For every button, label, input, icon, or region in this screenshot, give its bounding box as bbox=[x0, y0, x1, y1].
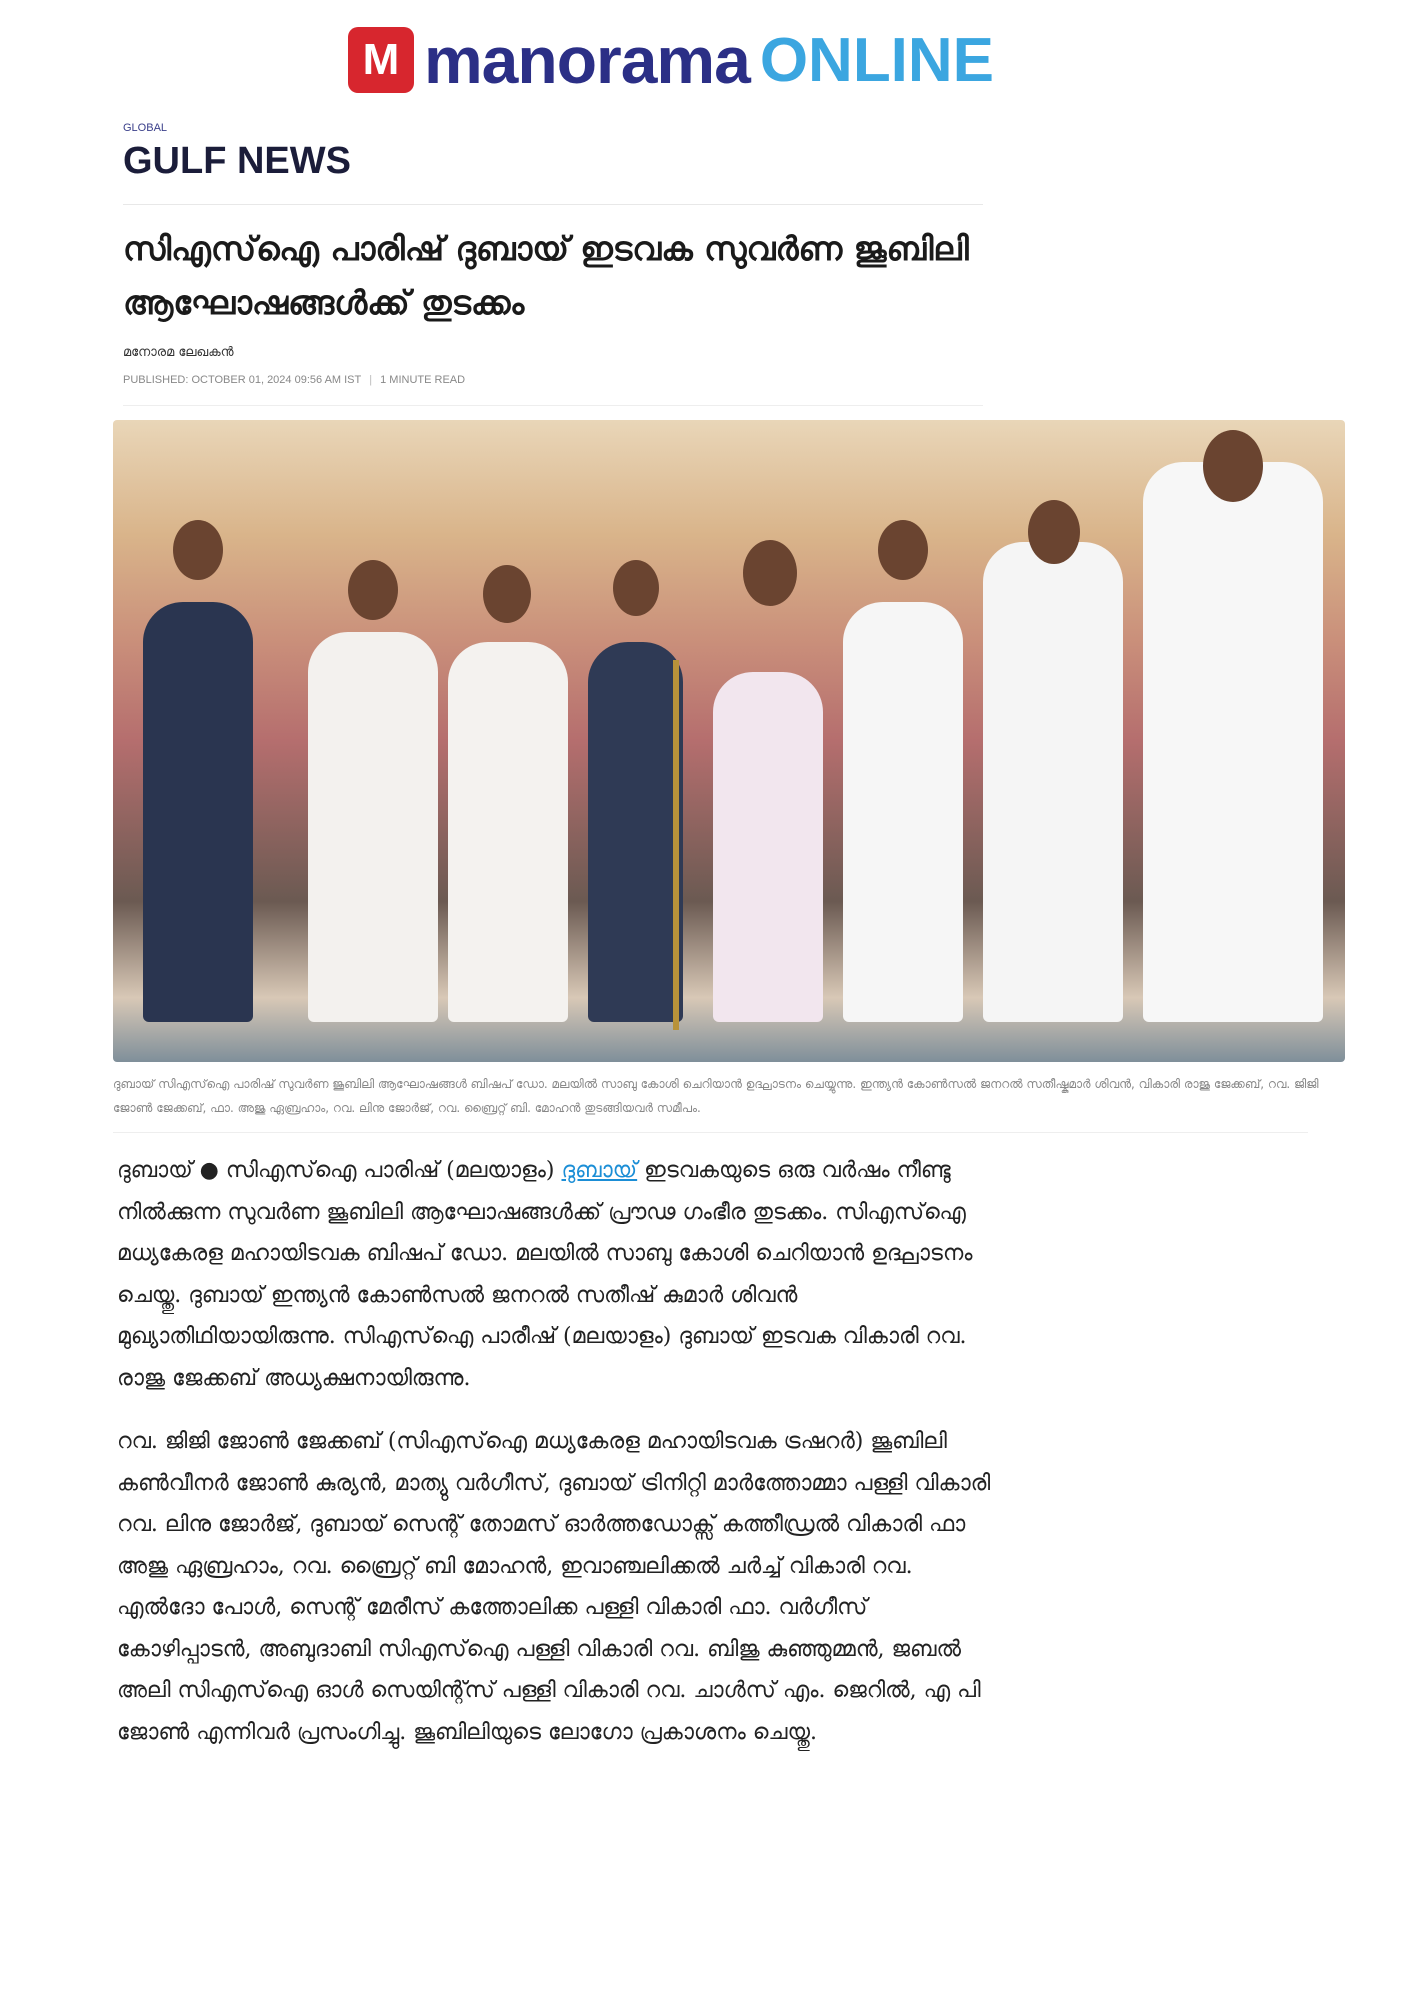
figure bbox=[1143, 462, 1323, 1022]
figure bbox=[713, 672, 823, 1022]
divider bbox=[123, 405, 983, 406]
divider bbox=[123, 204, 983, 205]
figure bbox=[348, 560, 398, 620]
byline: മനോരമ ലേഖകൻ bbox=[123, 345, 234, 360]
figure bbox=[483, 565, 531, 623]
figure bbox=[1028, 500, 1080, 564]
article-headline: സിഎസ്ഐ പാരിഷ് ദുബായ് ഇടവക സുവർണ ജൂബിലി ആഘോഷങ്ങൾക്ക് തുടക്കം bbox=[123, 229, 969, 322]
article-photo[interactable] bbox=[113, 420, 1345, 1062]
divider bbox=[113, 1132, 1308, 1133]
figure bbox=[173, 520, 223, 580]
logo-text: manorama bbox=[424, 23, 750, 97]
paragraph: റവ. ജിജി ജോൺ ജേക്കബ് (സിഎസ്ഐ മധ്യകേരള മഹായിടവക ട്രഷറർ) ജൂബിലി കൺവീനർ ജോൺ കുര്യൻ, മാത്യു വർഗീസ്, ദുബായ് ട്രിനിറ്റി മാർത്തോമ്മാ പള്ളി വികാരി റവ. ലിനു ജോർജ്, ദുബായ് സെന്റ് തോമസ് ഓർത്തഡോക്സ് കത്തീഡ്രൽ വികാരി ഫാ അജു ഏബ്രഹാം, റവ. ബ്രൈറ്റ് ബി മോഹൻ, ഇവാഞ്ചലിക്കൽ ചർച്ച് വികാരി റവ. എൽദോ പോൾ, സെന്റ് മേരീസ് കത്തോലിക്ക പള്ളി വികാരി ഫാ. വർഗീസ് കോഴിപ്പാടൻ, അബുദാബി സിഎസ്ഐ പള്ളി വികാരി റവ. ബിജു കുഞ്ഞുമ്മൻ, ജബൽ അലി സിഎസ്ഐ ഓൾ സെയിന്റ്സ് പള്ളി വികാരി റവ. ചാൾസ് എം. ജെറിൽ, എ പി ജോൺ എന്നിവർ പ്രസംഗിച്ചു. ജൂബിലിയുടെ ലോഗോ പ്രകാശനം ചെയ്തു. bbox=[117, 1429, 991, 1745]
manorama-online-logo[interactable] bbox=[348, 22, 994, 98]
dubai-link[interactable]: ദുബായ് bbox=[561, 1158, 638, 1183]
figure bbox=[308, 632, 438, 1022]
figure bbox=[1203, 430, 1263, 502]
article-meta bbox=[123, 374, 983, 386]
logo-mark: M bbox=[348, 27, 414, 93]
read-time: 1 MINUTE READ bbox=[380, 374, 466, 386]
figure bbox=[143, 602, 253, 1022]
figure bbox=[448, 642, 568, 1022]
article-body bbox=[117, 1150, 997, 1775]
paragraph-text: ഇടവകയുടെ ഒരു വർഷം നീണ്ടു നിൽക്കുന്ന സുവർണ ജൂബിലി ആഘോഷങ്ങൾക്ക് പ്രൗഢ ഗംഭീര തുടക്കം. സിഎസ്ഐ മധ്യകേരള മഹായിടവക ബിഷപ് ഡോ. മലയിൽ സാബു കോശി ചെറിയാൻ ഉദ്ഘാടനം ചെയ്തു. ദുബായ് ഇന്ത്യൻ കോൺസൽ ജനറൽ സതീഷ് കുമാർ ശിവൻ മുഖ്യാതിഥിയായിരുന്നു. സിഎസ്ഐ പാരീഷ് (മലയാളം) ദുബായ് ഇടവക വികാരി റവ. രാജു ജേക്കബ് അധ്യക്ഷനായിരുന്നു. bbox=[117, 1158, 973, 1391]
figure bbox=[588, 642, 683, 1022]
figure bbox=[743, 540, 797, 606]
meta-separator: | bbox=[369, 374, 373, 386]
logo-suffix: ONLINE bbox=[759, 25, 995, 95]
figure bbox=[983, 542, 1123, 1022]
figure bbox=[878, 520, 928, 580]
paragraph-text: ദുബായ് ● സിഎസ്ഐ പാരിഷ് (മലയാളം) bbox=[117, 1158, 562, 1183]
published-date: PUBLISHED: OCTOBER 01, 2024 09:56 AM IST bbox=[123, 374, 362, 386]
figure bbox=[613, 560, 659, 616]
section-title[interactable]: GULF NEWS bbox=[123, 140, 351, 182]
kicker-link[interactable]: GLOBAL bbox=[123, 122, 168, 134]
photo-caption: ദുബായ് സിഎസ്ഐ പാരിഷ് സുവർണ ജൂബിലി ആഘോഷങ്ങൾ ബിഷപ് ഡോ. മലയിൽ സാബു കോശി ചെറിയാൻ ഉദ്ഘാടനം ചെയ്യുന്നു. ഇന്ത്യൻ കോൺസൽ ജനറൽ സതീഷ്കുമാർ ശിവൻ, വികാരി രാജു ജേക്കബ്, റവ. ജിജി ജോൺ ജേക്കബ്, ഫാ. അജു ഏബ്രഹാം, റവ. ലിനു ജോർജ്, റവ. ബ്രൈറ്റ് ബി. മോഹൻ തുടങ്ങിയവർ സമീപം. bbox=[113, 1077, 1319, 1115]
paragraph bbox=[117, 1150, 997, 1399]
brass-lamp bbox=[673, 660, 679, 1030]
figure bbox=[843, 602, 963, 1022]
